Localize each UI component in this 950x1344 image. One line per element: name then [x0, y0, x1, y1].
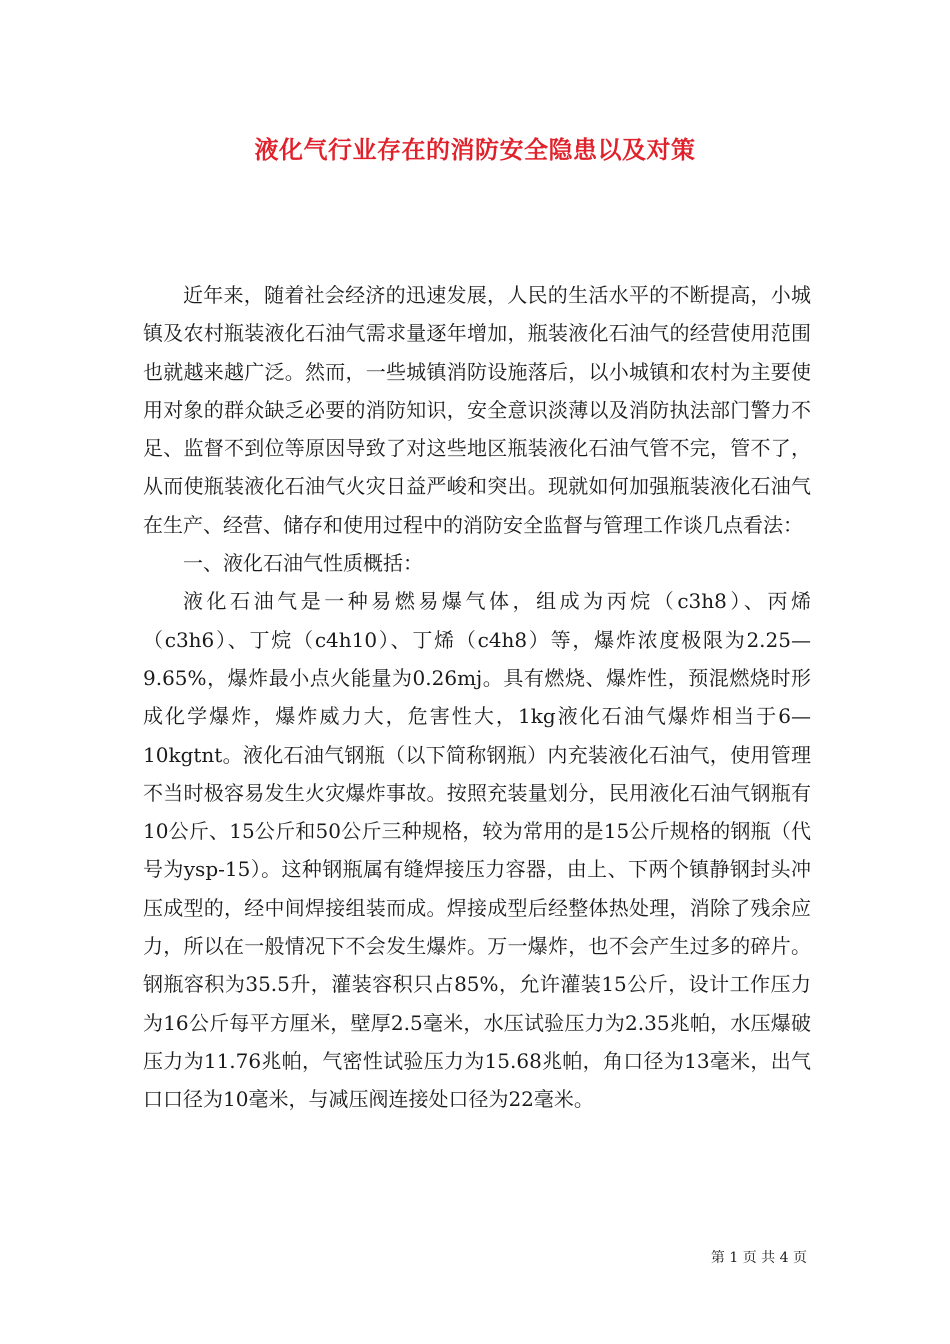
document-body [143, 276, 811, 1119]
document-title: 液化气行业存在的消防安全隐患以及对策 [254, 135, 696, 164]
paragraph-intro: 近年来，随着社会经济的迅速发展，人民的生活水平的不断提高，小城镇及农村瓶装液化石油气需求量逐年增加，瓶装液化石油气的经营使用范围也就越来越广泛。然而，一些城镇消防设施落后，以小城镇和农村为主要使用对象的群众缺乏必要的消防知识，安全意识淡薄以及消防执法部门警力不足、监督不到位等原因导致了对这些地区瓶装液化石油气管不完，管不了，从而使瓶装液化石油气火灾日益严峻和突出。现就如何加强瓶装液化石油气在生产、经营、储存和使用过程中的消防安全监督与管理工作谈几点看法： [143, 283, 811, 537]
paragraph-lpg-properties: 液化石油气是一种易燃易爆气体，组成为丙烷（c3h8）、丙烯（c3h6）、丁烷（c4h10）、丁烯（c4h8）等，爆炸浓度极限为2.25—9.65%，爆炸最小点火能量为0.26mj。具有燃烧、爆炸性，预混燃烧时形成化学爆炸，爆炸威力大，危害性大，1kg液化石油气爆炸相当于6—10kgtnt。液化石油气钢瓶（以下简称钢瓶）内充装液化石油气，使用管理不当时极容易发生火灾爆炸事故。按照充装量划分，民用液化石油气钢瓶有10公斤、15公斤和50公斤三种规格，较为常用的是15公斤规格的钢瓶（代号为ysp-15）。这种钢瓶属有缝焊接压力容器，由上、下两个镇静钢封头冲压成型的，经中间焊接组装而成。焊接成型后经整体热处理，消除了残余应力，所以在一般情况下不会发生爆炸。万一爆炸，也不会产生过多的碎片。钢瓶容积为35.5升，灌装容积只占85%，允许灌装15公斤，设计工作压力为16公斤每平方厘米，壁厚2.5毫米，水压试验压力为2.35兆帕，水压爆破压力为11.76兆帕，气密性试验压力为15.68兆帕，角口径为13毫米，出气口口径为10毫米，与减压阀连接处口径为22毫米。 [143, 589, 811, 1112]
page-number: 第 1 页 共 4 页 [710, 1250, 807, 1266]
section-heading-1: 一、液化石油气性质概括： [183, 551, 423, 576]
